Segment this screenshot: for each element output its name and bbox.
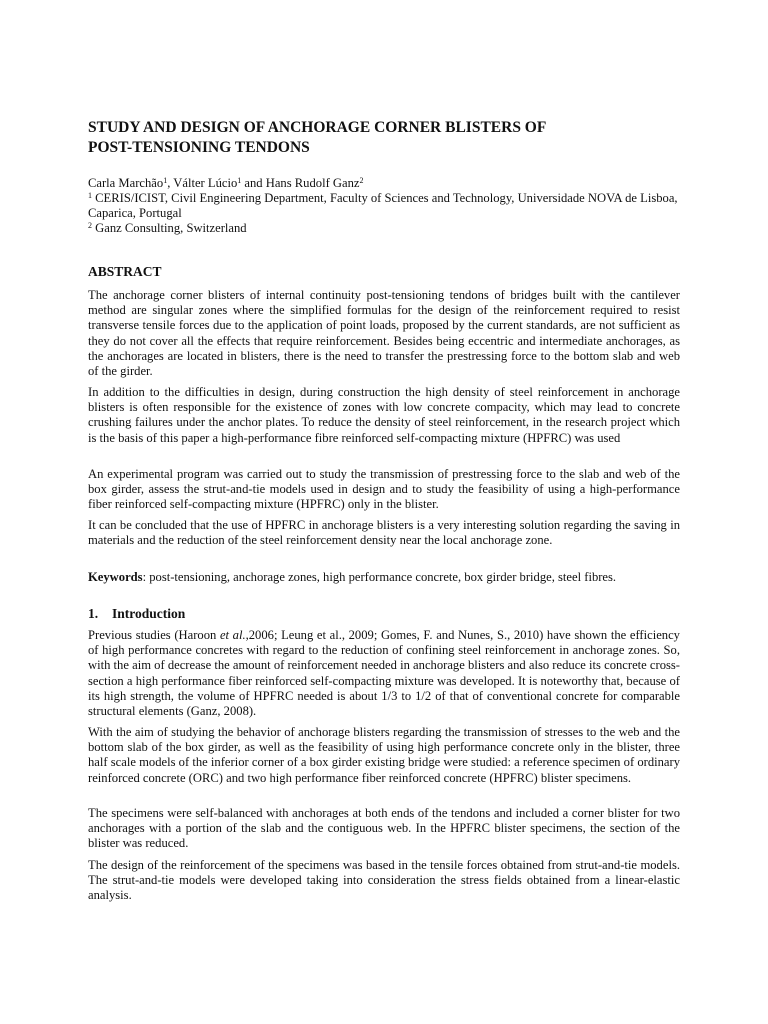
affiliation-2 <box>88 221 680 236</box>
intro-paragraph <box>88 628 680 719</box>
intro-paragraph: With the aim of studying the behavior of anchorage blisters regarding the transmission of stresses to the web and the bottom slab of the box girder, as well as the feasibility of using high performance concrete only in the blister, three half scale models of the inferior corner of a box girder existing bridge were studied: a reference specimen of ordinary reinforced concrete (ORC) and two high performance fiber reinforced concrete (HPFRC) blister specimens. <box>88 725 680 785</box>
author-name: Hans Rudolf Ganz <box>265 176 360 190</box>
affiliation-text: CERIS/ICIST, Civil Engineering Department, Faculty of Sciences and Technology, Universidade NOVA de Lisboa, Caparica, Portugal <box>88 191 678 220</box>
author-block <box>88 176 680 236</box>
intro-italic-text: et al. <box>219 628 246 642</box>
title-line-1: STUDY AND DESIGN OF ANCHORAGE CORNER BLISTERS OF <box>88 119 547 136</box>
author-name: Válter Lúcio <box>173 176 238 190</box>
author-separator: , <box>167 176 174 190</box>
section-heading-introduction <box>88 606 185 622</box>
affiliation-marker: 2 <box>88 221 92 230</box>
paper-title <box>88 118 680 158</box>
intro-text: ,2006; Leung et al., 2009; Gomes, F. and Nunes, S., 2010) have shown the efficiency of high performance concretes with regard to the reduction of confining steel reinforcement in anchorage zones. So, with the aim of decrease the amount of reinforcement needed in anchorage blisters and also reduce its concrete cross-section a high performance fiber reinforced self-compacting mixture was developed. It is noteworthy that, because of its high strength, the volume of HPFRC needed is about 1/3 to 1/2 of that of conventional concrete for comparable structural elements (Ganz, 2008). <box>88 628 680 719</box>
affiliation-1 <box>88 191 680 221</box>
affiliation-marker: 1 <box>88 191 92 200</box>
abstract-heading: ABSTRACT <box>88 264 162 279</box>
author-name: Carla Marchão <box>88 176 164 190</box>
intro-paragraph: The specimens were self-balanced with anchorages at both ends of the tendons and included a corner blister for two anchorages with a portion of the slab and the contiguous web. In the HPFRC blister specimens, the section of the blister was reduced. <box>88 806 680 851</box>
author-separator: and <box>241 176 266 190</box>
section-number: 1. <box>88 606 99 621</box>
abstract-paragraph: The anchorage corner blisters of internal continuity post-tensioning tendons of bridges built with the cantilever method are singular zones where the simplified formulas for the design of the reinforcement required to resist transverse tensile forces due to the application of point loads, proposed by the current standards, are not sufficient as they do not cover all the effects that require reinforcement. Besides being eccentric and intermediate anchorages, as the anchorages are located in blisters, there is the need to transfer the prestressing force to the bottom slab and web of the girder. <box>88 288 680 379</box>
affiliation-marker: 2 <box>359 176 364 185</box>
intro-text: Previous studies (Haroon <box>88 628 220 642</box>
title-line-2: POST-TENSIONING TENDONS <box>88 139 310 156</box>
keywords-label: Keywords <box>88 570 143 584</box>
abstract-paragraph: An experimental program was carried out to study the transmission of prestressing force to the slab and web of the box girder, assess the strut-and-tie models used in design and to study the feasibility of using a high-performance fiber reinforced self-compacting mixture (HPFRC) only in the blister. <box>88 467 680 512</box>
abstract-paragraph: It can be concluded that the use of HPFRC in anchorage blisters is a very interesting solution regarding the saving in materials and the reduction of the steel reinforcement density near the local anchorage zone. <box>88 518 680 548</box>
keywords-text: : post-tensioning, anchorage zones, high performance concrete, box girder bridge, steel fibres. <box>142 570 617 584</box>
affiliation-marker: 1 <box>163 176 168 185</box>
intro-paragraph: The design of the reinforcement of the specimens was based in the tensile forces obtained from strut-and-tie models. The strut-and-tie models were developed taking into consideration the stress fields obtained from a linear-elastic analysis. <box>88 858 680 903</box>
author-list <box>88 176 680 191</box>
keywords <box>88 570 680 585</box>
section-title: Introduction <box>112 606 186 621</box>
affiliation-marker: 1 <box>237 176 242 185</box>
affiliation-text: Ganz Consulting, Switzerland <box>92 221 247 235</box>
abstract-paragraph: In addition to the difficulties in design, during construction the high density of steel reinforcement in anchorage blisters is often responsible for the existence of zones with low concrete compacity, which may lead to concrete crushing failures under the anchor plates. To reduce the density of steel reinforcement, in the research project which is the basis of this paper a high-performance fibre reinforced self-compacting mixture (HPFRC) was used <box>88 385 680 445</box>
